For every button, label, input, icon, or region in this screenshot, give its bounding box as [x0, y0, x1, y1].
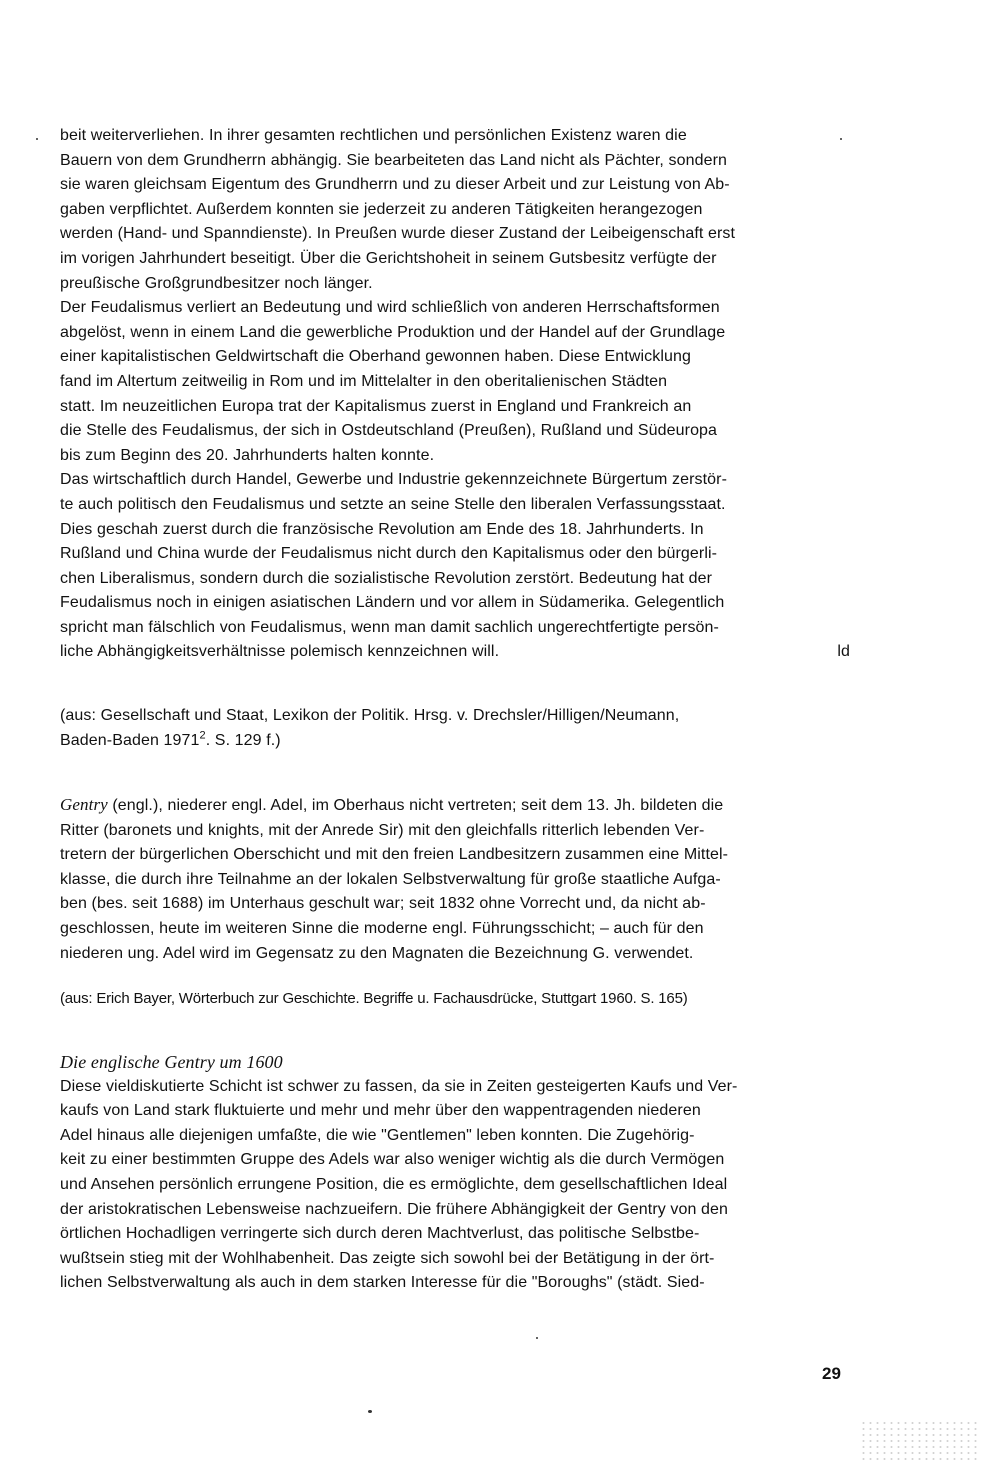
- text-line: Das wirtschaftlich durch Handel, Gewerbe und Industrie gekennzeichnete Bürgertum zerstör-: [60, 471, 728, 489]
- text-line: fand im Altertum zeitweilig in Rom und im Mittelalter in den oberitalienischen Städten: [60, 372, 668, 390]
- text-line: wußtsein stieg mit der Wohlhabenheit. Das zeigte sich sowohl bei der Betätigung in der ört-: [60, 1249, 715, 1267]
- text-line: ben (bes. seit 1688) im Unterhaus geschult war; seit 1832 ohne Vorrecht und, da nicht ab-: [60, 895, 706, 913]
- text-line: der aristokratischen Lebensweise nachzueifern. Die frühere Abhängigkeit der Gentry von den: [60, 1200, 729, 1218]
- text-line: liche Abhängigkeitsverhältnisse polemisch kennzeichnen will.: [60, 643, 500, 661]
- text-line: lichen Selbstverwaltung als auch in dem starken Interesse für die "Boroughs" (städt. Sied-: [60, 1274, 705, 1292]
- entry-first-line: [60, 793, 850, 819]
- citation-line: (aus: Erich Bayer, Wörterbuch zur Geschichte. Begriffe u. Fachausdrücke, Stuttgart 1960. S. 165): [60, 990, 688, 1007]
- text-line: im vorigen Jahrhundert beseitigt. Über die Gerichtshoheit in seinem Gutsbesitz verfügte der: [60, 249, 717, 267]
- source-citation-woerterbuch: [60, 987, 850, 1012]
- text-line-last: [60, 640, 850, 665]
- text-line: preußische Großgrundbesitzer noch länger.: [60, 274, 373, 292]
- author-signature: ld: [837, 643, 850, 661]
- scan-noise: [860, 1420, 980, 1460]
- text-line: chen Liberalismus, sondern durch die sozialistische Revolution zerstört. Bedeutung hat der: [60, 569, 713, 587]
- text-line: statt. Im neuzeitlichen Europa trat der Kapitalismus zuerst in England und Frankreich an: [60, 397, 692, 415]
- text-line: örtlichen Hochadligen verringerte sich durch deren Machtverlust, das politische Selbstbe-: [60, 1225, 700, 1243]
- text-line: Dies geschah zuerst durch die französische Revolution am Ende des 18. Jahrhunderts. In: [60, 520, 704, 538]
- text-line: einer kapitalistischen Geldwirtschaft die Oberhand gewonnen haben. Diese Entwicklung: [60, 348, 691, 366]
- citation-text: Baden-Baden 1971: [60, 731, 200, 749]
- text-line: Feudalismus noch in einigen asiatischen Ländern und vor allem in Südamerika. Gelegentlich: [60, 594, 725, 612]
- text-line: sie waren gleichsam Eigentum des Grundherrn und zu dieser Arbeit und zur Leistung von Ab-: [60, 176, 730, 194]
- text-line: Rußland und China wurde der Feudalismus nicht durch den Kapitalismus oder den bürgerli-: [60, 545, 718, 563]
- scan-speck: [36, 138, 38, 140]
- text-line: Diese vieldiskutierte Schicht ist schwer zu fassen, da sie in Zeiten gesteigerten Kaufs und Ver-: [60, 1077, 738, 1095]
- text-line: te auch politisch den Feudalismus und setzte an seine Stelle den liberalen Verfassungsstaat.: [60, 495, 726, 513]
- text-line: niederen ung. Adel wird im Gegensatz zu den Magnaten die Bezeichnung G. verwendet.: [60, 944, 694, 962]
- gentry-entry: [60, 793, 850, 966]
- text-line: die Stelle des Feudalismus, der sich in Ostdeutschland (Preußen), Rußland und Südeuropa: [60, 422, 718, 440]
- citation-line: [60, 729, 850, 754]
- scan-speck: [368, 1410, 372, 1413]
- page-number: 29: [822, 1364, 841, 1383]
- entry-term: Gentry: [60, 795, 108, 814]
- text-line: Bauern von dem Grundherrn abhängig. Sie bearbeiteten das Land nicht als Pächter, sondern: [60, 151, 728, 169]
- source-citation-lexikon: [60, 704, 850, 753]
- text-line: werden (Hand- und Spanndienste). In Preußen wurde dieser Zustand der Leibeigenschaft erst: [60, 225, 736, 243]
- text-line: Der Feudalismus verliert an Bedeutung und wird schließlich von anderen Herrschaftsformen: [60, 299, 720, 317]
- entry-text: (engl.), niederer engl. Adel, im Oberhaus nicht vertreten; seit dem 13. Jh. bildeten die: [107, 797, 724, 814]
- text-line: bis zum Beginn des 20. Jahrhunderts halten konnte.: [60, 446, 435, 464]
- text-line: und Ansehen persönlich errungene Position, die es ermöglichte, dem gesellschaftlichen Ideal: [60, 1175, 728, 1193]
- text-line: kaufs von Land stark fluktuierte und mehr und mehr über den wappentragenden niederen: [60, 1102, 701, 1120]
- text-line: klasse, die durch ihre Teilnahme an der lokalen Selbstverwaltung für große staatliche Aufga-: [60, 870, 721, 888]
- text-line: tretern der bürgerlichen Oberschicht und mit den freien Landbesitzern zusammen eine Mittel-: [60, 846, 729, 864]
- citation-text: . S. 129 f.): [205, 731, 281, 749]
- text-line: beit weiterverliehen. In ihrer gesamten rechtlichen und persönlichen Existenz waren die: [60, 127, 687, 144]
- text-line: keit zu einer bestimmten Gruppe des Adels war also weniger wichtig als die durch Vermögen: [60, 1151, 725, 1169]
- text-line: abgelöst, wenn in einem Land die gewerbliche Produktion und der Handel auf der Grundlage: [60, 323, 726, 341]
- scan-speck: [840, 138, 842, 140]
- gentry-1600-section: [60, 1050, 850, 1296]
- text-line: spricht man fälschlich von Feudalismus, wenn man damit sachlich ungerechtfertigte persön-: [60, 618, 719, 636]
- citation-line: (aus: Gesellschaft und Staat, Lexikon der Politik. Hrsg. v. Drechsler/Hilligen/Neumann,: [60, 707, 680, 724]
- scan-speck: [536, 1337, 538, 1339]
- text-line: geschlossen, heute im weiteren Sinne die moderne engl. Führungsschicht; – auch für den: [60, 919, 704, 937]
- text-line: Ritter (baronets und knights, mit der Anrede Sir) mit den gleichfalls ritterlich lebenden Ver-: [60, 821, 705, 839]
- text-line: Adel hinaus alle diejenigen umfaßte, die wie "Gentlemen" leben konnten. Die Zugehörig-: [60, 1126, 695, 1144]
- section-heading: Die englische Gentry um 1600: [60, 1052, 283, 1072]
- edition-superscript: 2: [199, 729, 206, 742]
- text-line: gaben verpflichtet. Außerdem konnten sie jederzeit zu anderen Tätigkeiten herangezogen: [60, 200, 703, 218]
- feudalismus-text: [60, 124, 850, 665]
